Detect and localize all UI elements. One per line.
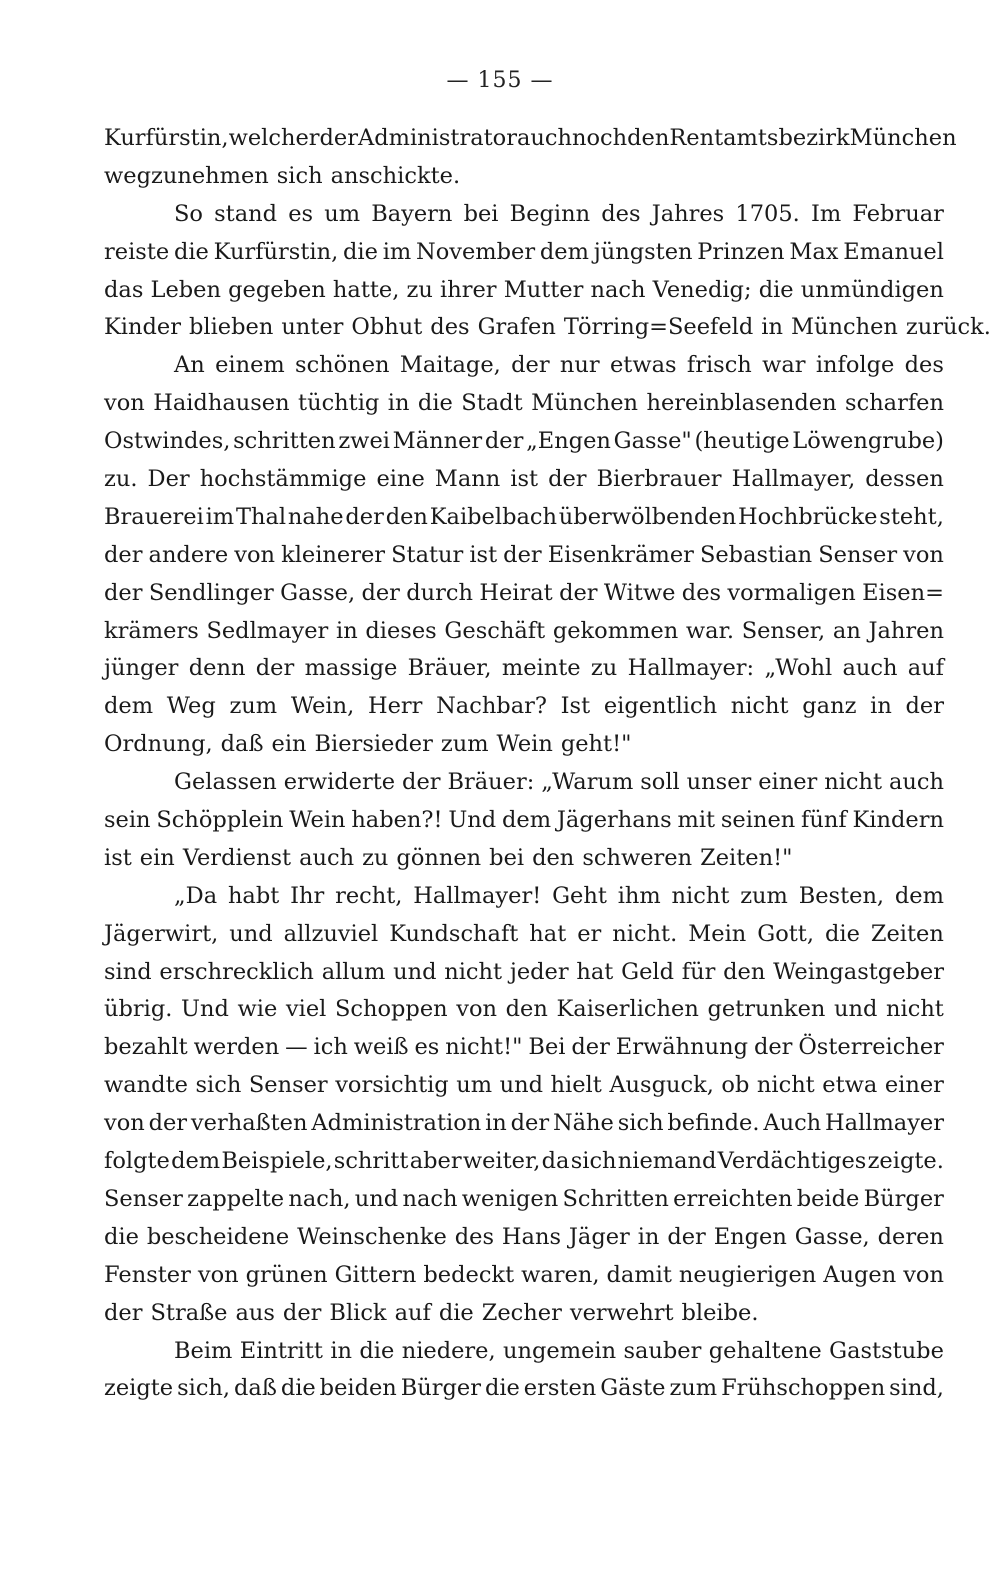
text-line: bezahlt werden — ich weiß es nicht!" Bei der Erwähnung der Österreicher [104, 1034, 944, 1061]
text-line: das Leben gegeben hatte, zu ihrer Mutter nach Venedig; die unmündigen [104, 276, 944, 303]
text-line: folgte dem Beispiele, schritt aber weiter, da sich niemand Verdächtiges zeigte. [104, 1148, 944, 1175]
text-line: sind erschrecklich allum und nicht jeder hat Geld für den Weingastgeber [104, 958, 944, 985]
text-line: „Da habt Ihr recht, Hallmayer! Geht ihm nicht zum Besten, dem [174, 882, 944, 909]
text-line: Beim Eintritt in die niedere, ungemein sauber gehaltene Gaststube [174, 1337, 944, 1364]
text-line: jünger denn der massige Bräuer, meinte zu Hallmayer: „Wohl auch auf [104, 655, 944, 682]
text-line: die bescheidene Weinschenke des Hans Jäger in der Engen Gasse, deren [104, 1223, 944, 1250]
text-line: An einem schönen Maitage, der nur etwas frisch war infolge des [174, 352, 944, 379]
text-line: Kinder blieben unter Obhut des Grafen Törring=Seefeld in München zurück. [104, 314, 991, 341]
text-line: Senser zappelte nach, und nach wenigen Schritten erreichten beide Bürger [104, 1185, 944, 1212]
text-line: Gelassen erwiderte der Bräuer: „Warum soll unser einer nicht auch [174, 769, 944, 796]
text-line: zu. Der hochstämmige eine Mann ist der Bierbrauer Hallmayer, dessen [104, 466, 944, 493]
text-line: übrig. Und wie viel Schoppen von den Kaiserlichen getrunken und nicht [104, 996, 944, 1023]
text-line: der Straße aus der Blick auf die Zecher verwehrt bleibe. [104, 1299, 759, 1326]
page-number: — 155 — [446, 68, 554, 93]
text-line: Brauerei im Thal nahe der den Kaibelbach überwölbenden Hochbrücke steht, [104, 503, 944, 530]
body-text [104, 120, 991, 1408]
text-line: Kurfürstin, welcher der Administrator auch noch den Rentamtsbezirk München [104, 125, 957, 151]
text-line: Ordnung, daß ein Biersieder zum Wein geht!" [104, 731, 632, 758]
text-line: der Sendlinger Gasse, der durch Heirat der Witwe des vormaligen Eisen= [104, 579, 944, 606]
text-line: krämers Sedlmayer in dieses Geschäft gekommen war. Senser, an Jahren [104, 617, 944, 644]
text-line: Ostwindes, schritten zwei Männer der „Engen Gasse" (heutige Löwengrube) [104, 428, 944, 455]
text-line: dem Weg zum Wein, Herr Nachbar? Ist eigentlich nicht ganz in der [104, 693, 944, 720]
text-line: von Haidhausen tüchtig in die Stadt München hereinblasenden scharfen [104, 390, 944, 417]
text-line: So stand es um Bayern bei Beginn des Jahres 1705. Im Februar [174, 200, 944, 227]
text-line: reiste die Kurfürstin, die im November dem jüngsten Prinzen Max Emanuel [104, 238, 944, 265]
text-line: ist ein Verdienst auch zu gönnen bei den schweren Zeiten!" [104, 844, 793, 871]
text-line: Jägerwirt, und allzuviel Kundschaft hat er nicht. Mein Gott, die Zeiten [104, 920, 944, 947]
text-line: von der verhaßten Administration in der Nähe sich befinde. Auch Hallmayer [104, 1110, 944, 1137]
text-line: der andere von kleinerer Statur ist der Eisenkrämer Sebastian Senser von [104, 541, 944, 568]
text-line: Fenster von grünen Gittern bedeckt waren, damit neugierigen Augen von [104, 1261, 944, 1288]
text-line: wegzunehmen sich anschickte. [104, 162, 461, 189]
text-line: wandte sich Senser vorsichtig um und hielt Ausguck, ob nicht etwa einer [104, 1072, 944, 1099]
text-line: zeigte sich, daß die beiden Bürger die ersten Gäste zum Frühschoppen sind, [104, 1375, 944, 1402]
text-line: sein Schöpplein Wein haben?! Und dem Jägerhans mit seinen fünf Kindern [104, 807, 944, 834]
